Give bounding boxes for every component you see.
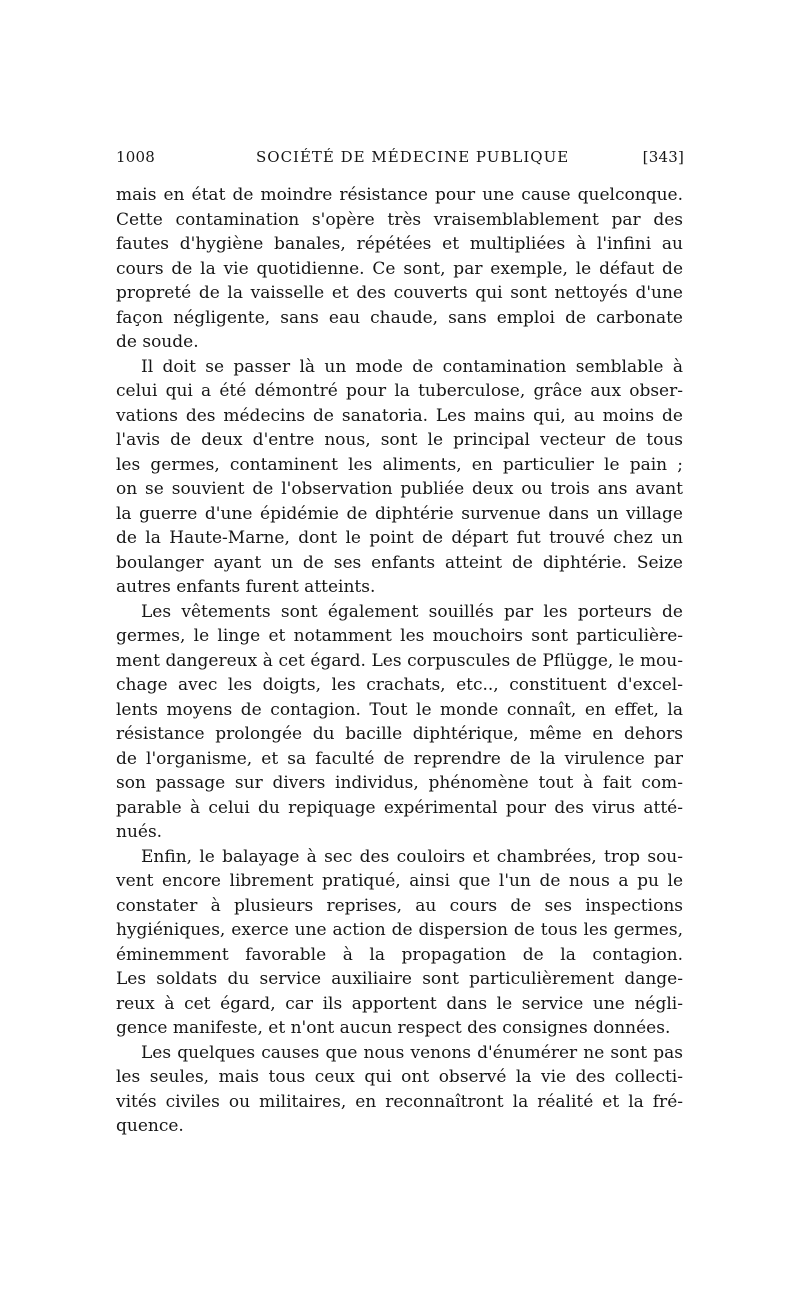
text-line: quence.	[116, 1116, 184, 1136]
text-line: Il doit se passer là un mode de contamination semblable à	[141, 356, 683, 377]
paragraph	[116, 355, 683, 600]
bracketed-page-reference: [343]	[642, 148, 684, 166]
text-line: ment dangereux à cet égard. Les corpuscules de Pflügge, le mou-	[116, 650, 683, 671]
text-line: Enfin, le balayage à sec des couloirs et chambrées, trop sou-	[141, 846, 683, 867]
text-line: Cette contamination s'opère très vraisemblablement par des	[116, 209, 683, 230]
text-line: constater à plusieurs reprises, au cours de ses inspections	[116, 895, 683, 916]
text-line: nués.	[116, 822, 163, 842]
text-line: chage avec les doigts, les crachats, etc.., constituent d'excel-	[116, 675, 683, 695]
text-line: l'avis de deux d'entre nous, sont le principal vecteur de tous	[116, 430, 683, 450]
paragraph	[116, 1041, 683, 1139]
text-line: résistance prolongée du bacille diphtérique, même en dehors	[116, 724, 683, 744]
text-line: boulanger ayant un de ses enfants atteint de diphtérie. Seize	[116, 552, 683, 573]
text-line: mais en état de moindre résistance pour une cause quelconque.	[116, 185, 683, 205]
running-header	[116, 148, 686, 172]
text-line: vations des médecins de sanatoria. Les mains qui, au moins de	[116, 405, 683, 426]
text-line: propreté de la vaisselle et des couverts qui sont nettoyés d'une	[116, 283, 683, 303]
text-line: reux à cet égard, car ils apportent dans le service une négli-	[116, 993, 683, 1014]
page-number: 1008	[116, 148, 155, 166]
text-line: autres enfants furent atteints.	[116, 577, 376, 597]
text-line: de l'organisme, et sa faculté de reprendre de la virulence par	[116, 748, 683, 769]
running-title: SOCIÉTÉ DE MÉDECINE PUBLIQUE	[256, 148, 570, 166]
paragraph	[116, 183, 683, 355]
paragraph	[116, 600, 683, 845]
text-line: lents moyens de contagion. Tout le monde connaît, en effet, la	[116, 699, 683, 720]
text-line: vités civiles ou militaires, en reconnaîtront la réalité et la fré-	[116, 1091, 683, 1112]
text-line: façon négligente, sans eau chaude, sans emploi de carbonate	[116, 307, 683, 328]
text-line: parable à celui du repiquage expérimental pour des virus atté-	[116, 797, 683, 818]
text-line: germes, le linge et notamment les mouchoirs sont particulière-	[116, 626, 683, 646]
text-line: celui qui a été démontré pour la tuberculose, grâce aux obser-	[116, 381, 683, 401]
text-line: la guerre d'une épidémie de diphtérie survenue dans un village	[116, 503, 683, 524]
text-line: gence manifeste, et n'ont aucun respect des consignes données.	[116, 1018, 671, 1038]
text-line: Les soldats du service auxiliaire sont particulièrement dange-	[116, 969, 683, 989]
text-line: les germes, contaminent les aliments, en particulier le pain ;	[116, 454, 683, 475]
body-text	[116, 183, 683, 1139]
text-line: vent encore librement pratiqué, ainsi que l'un de nous a pu le	[116, 871, 683, 891]
text-line: de soude.	[116, 332, 199, 352]
text-line: son passage sur divers individus, phénomène tout à fait com-	[116, 773, 683, 793]
text-line: hygiéniques, exerce une action de dispersion de tous les germes,	[116, 920, 683, 940]
text-line: éminemment favorable à la propagation de la contagion.	[116, 944, 683, 965]
text-line: Les quelques causes que nous venons d'énumérer ne sont pas	[141, 1042, 683, 1063]
text-line: de la Haute-Marne, dont le point de départ fut trouvé chez un	[116, 528, 683, 548]
text-line: les seules, mais tous ceux qui ont observé la vie des collecti-	[116, 1067, 683, 1087]
text-line: fautes d'hygiène banales, répétées et multipliées à l'infini au	[116, 234, 683, 254]
paragraph	[116, 845, 683, 1041]
text-line: on se souvient de l'observation publiée deux ou trois ans avant	[116, 479, 683, 499]
text-line: cours de la vie quotidienne. Ce sont, par exemple, le défaut de	[116, 258, 683, 279]
text-line: Les vêtements sont également souillés par les porteurs de	[141, 601, 683, 622]
